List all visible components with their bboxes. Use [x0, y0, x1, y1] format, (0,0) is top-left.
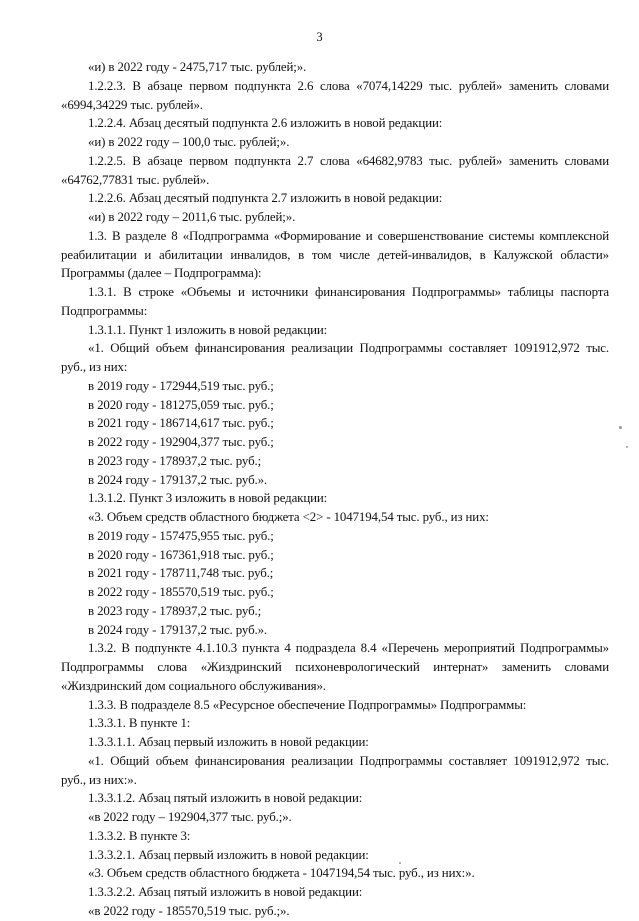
- paragraph: «и) в 2022 году - 2475,717 тыс. рублей;».: [88, 60, 307, 74]
- paragraph: 1.3.2. В подпункте 4.1.10.3 пункта 4 подраздела 8.4 «Перечень мероприятий Подпрограммы» Подпрограммы слова «Жиздринский психоневрологический интернат» заменить словами «Жиздринский дом социального обслуживания».: [61, 641, 609, 693]
- page-number: 3: [316, 30, 323, 44]
- paragraph: в 2023 году - 178937,2 тыс. руб.;: [88, 453, 262, 468]
- paragraph: «и) в 2022 году – 2011,6 тыс. рублей;».: [88, 210, 296, 224]
- paragraph: 1.2.2.5. В абзаце первом подпункта 2.7 слова «64682,9783 тыс. рублей» заменить словами «64762,77831 тыс. рублей».: [61, 153, 609, 187]
- paragraph: в 2021 году - 178711,748 тыс. руб.;: [88, 566, 274, 581]
- paragraph: 1.3.3.2.1. Абзац первый изложить в новой редакции:: [88, 847, 369, 862]
- paragraph: в 2020 году - 181275,059 тыс. руб.;: [88, 397, 274, 412]
- paragraph: «1. Общий объем финансирования реализации Подпрограммы составляет 1091912,972 тыс. руб., из них:: [61, 341, 609, 374]
- paragraph: 1.2.2.4. Абзац десятый подпункта 2.6 изложить в новой редакции:: [88, 116, 443, 131]
- paragraph: 1.3.3.2. В пункте 3:: [88, 828, 191, 843]
- scan-speck: [399, 862, 401, 864]
- paragraph: в 2024 году - 179137,2 тыс. руб.».: [88, 472, 268, 487]
- paragraph: 1.2.2.6. Абзац десятый подпункта 2.7 изложить в новой редакции:: [88, 191, 443, 206]
- paragraph: 1.2.2.3. В абзаце первом подпункта 2.6 слова «7074,14229 тыс. рублей» заменить словами «6994,34229 тыс. рублей».: [61, 78, 609, 112]
- paragraph: в 2023 году - 178937,2 тыс. руб.;: [88, 603, 262, 618]
- scan-speck: [619, 426, 622, 429]
- paragraph: 1.3. В разделе 8 «Подпрограмма «Формирование и совершенствование системы комплексной реабилитации и абилитации инвалидов, в том числе детей-инвалидов, в Калужской области» Программы (далее – Подпрограмма):: [61, 228, 609, 281]
- paragraph: в 2022 году - 192904,377 тыс. руб.;: [88, 435, 274, 449]
- paragraph: «3. Объем средств областного бюджета <2> - 1047194,54 тыс. руб., из них:: [88, 510, 489, 524]
- paragraph: 1.3.1.1. Пункт 1 изложить в новой редакции:: [88, 322, 328, 337]
- document-body: [61, 58, 609, 921]
- paragraph: «и) в 2022 году – 100,0 тыс. рублей;».: [88, 135, 290, 149]
- paragraph: 1.3.3. В подразделе 8.5 «Ресурсное обеспечение Подпрограммы» Подпрограммы:: [88, 697, 527, 712]
- paragraph: в 2024 году - 179137,2 тыс. руб.».: [88, 622, 268, 637]
- paragraph: 1.3.1.2. Пункт 3 изложить в новой редакции:: [88, 491, 328, 506]
- paragraph: в 2022 году - 185570,519 тыс. руб.;: [88, 585, 274, 599]
- paragraph: в 2020 году - 167361,918 тыс. руб.;: [88, 547, 274, 562]
- paragraph: «1. Общий объем финансирования реализации Подпрограммы составляет 1091912,972 тыс. руб., из них:».: [61, 753, 609, 787]
- paragraph: «3. Объем средств областного бюджета - 1047194,54 тыс. руб., из них:».: [88, 866, 475, 881]
- paragraph: в 2019 году - 172944,519 тыс. руб.;: [88, 378, 274, 393]
- paragraph: «в 2022 году - 185570,519 тыс. руб.;».: [88, 903, 290, 918]
- paragraph: 1.3.1. В строке «Объемы и источники финансирования Подпрограммы» таблицы паспорта Подпрограммы:: [61, 285, 609, 318]
- scan-speck: [626, 446, 628, 448]
- paragraph: 1.3.3.1.1. Абзац первый изложить в новой редакции:: [88, 735, 369, 749]
- paragraph: в 2019 году - 157475,955 тыс. руб.;: [88, 528, 274, 543]
- paragraph: 1.3.3.2.2. Абзац пятый изложить в новой редакции:: [88, 885, 363, 899]
- paragraph: «в 2022 году – 192904,377 тыс. руб.;».: [88, 810, 292, 824]
- paragraph: 1.3.3.1.2. Абзац пятый изложить в новой редакции:: [88, 791, 363, 806]
- paragraph: 1.3.3.1. В пункте 1:: [88, 716, 191, 731]
- paragraph: в 2021 году - 186714,617 тыс. руб.;: [88, 416, 274, 431]
